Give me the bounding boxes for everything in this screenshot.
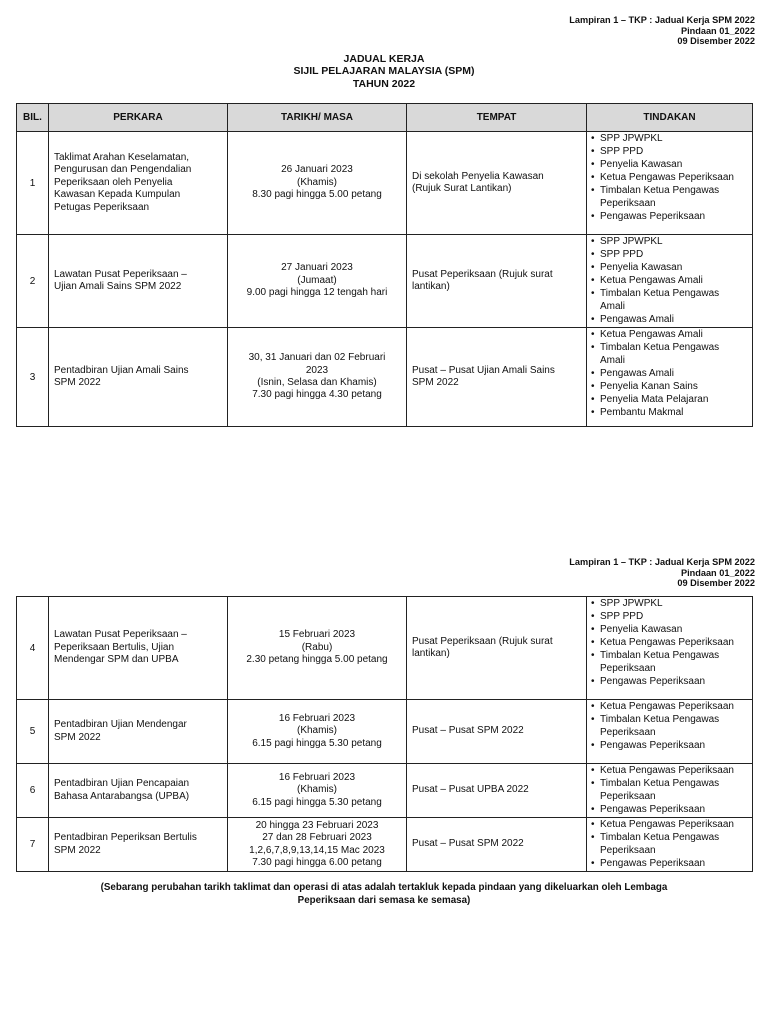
tindakan-item-line: Peperiksaan: [600, 791, 656, 802]
tarikh-line: 2023: [305, 364, 329, 376]
page-header-2: [569, 557, 755, 589]
tindakan-item: [590, 158, 752, 171]
perkara-line: SPM 2022: [54, 844, 101, 856]
tarikh-line: (Khamis): [296, 725, 337, 737]
tindakan-item: [590, 145, 752, 158]
cell-tempat: [407, 235, 587, 328]
tindakan-item: [590, 739, 752, 752]
cell-tarikh-masa: [228, 818, 407, 872]
tindakan-item: [590, 636, 752, 649]
tarikh-line: 7.30 pagi hingga 6.00 petang: [252, 856, 382, 868]
table-row: [17, 700, 753, 764]
tindakan-item: [590, 132, 752, 145]
tindakan-item-line: • Ketua Pengawas Peperiksaan: [600, 172, 734, 183]
tindakan-item-line: • SPP JPWPKL: [600, 133, 663, 144]
schedule-table-page-1: [16, 103, 753, 427]
tindakan-item-line: Peperiksaan: [600, 845, 656, 856]
perkara-line: Mendengar SPM dan UPBA: [54, 654, 179, 666]
table-row: [17, 597, 753, 700]
cell-bil: 3: [17, 328, 49, 427]
col-header-tempat: TEMPAT: [407, 104, 587, 132]
tindakan-item-line: • Ketua Pengawas Amali: [600, 329, 703, 340]
tempat-line: Pusat – Pusat SPM 2022: [412, 838, 524, 850]
tindakan-list: [590, 132, 752, 223]
perkara-line: Pentadbiran Ujian Amali Sains: [54, 364, 189, 376]
tindakan-item: [590, 623, 752, 636]
schedule-table-page-2: [16, 596, 753, 872]
title-line-1: JADUAL KERJA: [343, 53, 425, 65]
tindakan-item: [590, 341, 752, 367]
perkara-line: SPM 2022: [54, 731, 101, 743]
tarikh-line: 6.15 pagi hingga 5.30 petang: [252, 737, 382, 749]
tindakan-item-line: Amali: [600, 355, 626, 366]
footnote: [0, 882, 768, 907]
tindakan-item-line: • Penyelia Kawasan: [600, 262, 683, 273]
tindakan-item: [590, 764, 752, 777]
title-line-2: SIJIL PELAJARAN MALAYSIA (SPM): [293, 65, 475, 78]
header-lampiran: Lampiran 1 – TKP : Jadual Kerja SPM 2022: [569, 557, 755, 567]
tempat-line: Pusat Peperiksaan (Rujuk surat: [412, 268, 553, 280]
cell-tempat: [407, 132, 587, 235]
perkara-line: Ujian Amali Sains SPM 2022: [54, 281, 182, 292]
perkara-line: Lawatan Pusat Peperiksaan –: [54, 629, 187, 641]
tindakan-item-line: • Penyelia Kawasan: [600, 624, 683, 635]
perkara-line: Peperiksaan oleh Penyelia: [54, 176, 173, 188]
tindakan-item-line: • Ketua Pengawas Peperiksaan: [600, 765, 734, 776]
table-row: [17, 235, 753, 328]
tarikh-line: (Khamis): [296, 784, 337, 796]
tarikh-line: (Khamis): [296, 176, 337, 188]
cell-perkara: [49, 700, 228, 764]
tindakan-item: [590, 713, 752, 739]
table-row: [17, 764, 753, 818]
table-header-row: [17, 104, 753, 132]
tindakan-item-line: • Penyelia Mata Pelajaran: [600, 394, 709, 405]
tindakan-item-line: • Pengawas Peperiksaan: [600, 676, 706, 687]
tindakan-item-line: • Ketua Pengawas Peperiksaan: [600, 819, 734, 830]
tindakan-item: [590, 261, 752, 274]
tindakan-item: [590, 818, 752, 831]
tindakan-item-line: • Timbalan Ketua Pengawas: [600, 342, 720, 353]
tindakan-item: [590, 777, 752, 803]
cell-tempat: [407, 818, 587, 872]
tindakan-item-line: • Pengawas Peperiksaan: [600, 211, 706, 222]
cell-tarikh-masa: [228, 764, 407, 818]
cell-tarikh-masa: [228, 328, 407, 427]
header-pindaan: Pindaan 01_2022: [680, 25, 755, 36]
tempat-line: SPM 2022: [412, 377, 459, 388]
tindakan-item: [590, 700, 752, 713]
tindakan-item: [590, 367, 752, 380]
tarikh-line: 2.30 petang hingga 5.00 petang: [246, 654, 388, 666]
footnote-line-1: (Sebarang perubahan tarikh taklimat dan operasi di atas adalah tertakluk kepada pindaan yang dikeluarkan oleh Lembaga: [100, 882, 668, 893]
tindakan-item: [590, 597, 752, 610]
tindakan-item: [590, 274, 752, 287]
cell-tindakan: [587, 235, 753, 328]
tindakan-item-line: • Timbalan Ketua Pengawas: [600, 778, 720, 789]
tindakan-item: [590, 610, 752, 623]
tindakan-item-line: • SPP PPD: [600, 611, 644, 622]
tindakan-item: [590, 803, 752, 816]
cell-bil: 6: [17, 764, 49, 818]
tindakan-item-line: • Timbalan Ketua Pengawas: [600, 714, 720, 725]
cell-tindakan: [587, 764, 753, 818]
tarikh-line: 7.30 pagi hingga 4.30 petang: [252, 389, 382, 401]
document-title: [0, 53, 768, 90]
tindakan-list: [590, 597, 752, 688]
tempat-line: Pusat – Pusat UPBA 2022: [412, 784, 529, 796]
perkara-line: Petugas Peperiksaan: [54, 201, 150, 213]
tarikh-line: 9.00 pagi hingga 12 tengah hari: [246, 287, 388, 299]
cell-tindakan: [587, 597, 753, 700]
tempat-line: Di sekolah Penyelia Kawasan: [412, 170, 544, 182]
col-header-perkara: PERKARA: [49, 104, 228, 132]
tindakan-item: [590, 675, 752, 688]
perkara-line: Bahasa Antarabangsa (UPBA): [54, 790, 190, 802]
cell-tarikh-masa: [228, 235, 407, 328]
tindakan-item: [590, 380, 752, 393]
cell-perkara: [49, 132, 228, 235]
cell-bil: 4: [17, 597, 49, 700]
tindakan-item-line: • Timbalan Ketua Pengawas: [600, 832, 720, 843]
header-date: 09 Disember 2022: [677, 578, 755, 589]
tarikh-line: 27 Januari 2023: [281, 262, 353, 274]
tindakan-item-line: Peperiksaan: [600, 727, 656, 738]
tindakan-item-line: • Pengawas Peperiksaan: [600, 858, 706, 869]
tindakan-list: [590, 818, 752, 870]
tempat-line: Pusat Peperiksaan (Rujuk surat: [412, 635, 553, 647]
tarikh-line: 1,2,6,7,8,9,13,14,15 Mac 2023: [249, 844, 385, 856]
perkara-line: SPM 2022: [54, 377, 101, 388]
tarikh-line: 30, 31 Januari dan 02 Februari: [248, 352, 386, 364]
cell-tindakan: [587, 818, 753, 872]
tindakan-item-line: Amali: [600, 301, 626, 312]
cell-tempat: [407, 597, 587, 700]
tindakan-item: [590, 171, 752, 184]
cell-tempat: [407, 328, 587, 427]
table-row: [17, 132, 753, 235]
page-header: [569, 15, 755, 47]
cell-tarikh-masa: [228, 597, 407, 700]
tindakan-item: [590, 287, 752, 313]
header-pindaan: Pindaan 01_2022: [680, 567, 755, 578]
cell-bil: 1: [17, 132, 49, 235]
tindakan-item-line: • Timbalan Ketua Pengawas: [600, 650, 720, 661]
tindakan-item: [590, 649, 752, 675]
cell-perkara: [49, 597, 228, 700]
tindakan-item-line: • Ketua Pengawas Amali: [600, 275, 703, 286]
tindakan-item-line: • SPP JPWPKL: [600, 236, 663, 247]
tindakan-item: [590, 393, 752, 406]
tindakan-item-line: • SPP PPD: [600, 249, 644, 260]
tindakan-item: [590, 831, 752, 857]
tindakan-item-line: Peperiksaan: [600, 198, 656, 209]
table-row: [17, 328, 753, 427]
tindakan-item: [590, 313, 752, 326]
tempat-line: Pusat – Pusat Ujian Amali Sains: [412, 364, 555, 376]
cell-tempat: [407, 764, 587, 818]
tarikh-line: 8.30 pagi hingga 5.00 petang: [252, 189, 382, 201]
tindakan-list: [590, 235, 752, 326]
tindakan-list: [590, 700, 752, 752]
cell-tindakan: [587, 132, 753, 235]
cell-bil: 5: [17, 700, 49, 764]
tindakan-item-line: • Ketua Pengawas Peperiksaan: [600, 701, 734, 712]
footnote-line-2: Peperiksaan dari semasa ke semasa): [297, 894, 471, 906]
col-header-bil: BIL.: [17, 104, 49, 132]
tindakan-item: [590, 235, 752, 248]
tindakan-list: [590, 328, 752, 419]
cell-perkara: [49, 235, 228, 328]
tarikh-line: (Isnin, Selasa dan Khamis): [257, 377, 377, 388]
tindakan-item-line: • Pengawas Amali: [600, 368, 674, 379]
header-date: 09 Disember 2022: [677, 36, 755, 47]
cell-bil: 2: [17, 235, 49, 328]
cell-tarikh-masa: [228, 132, 407, 235]
perkara-line: Pentadbiran Ujian Mendengar: [54, 719, 187, 731]
col-header-tindakan: TINDAKAN: [587, 104, 753, 132]
tarikh-line: 15 Februari 2023: [278, 629, 356, 641]
tindakan-item-line: • Penyelia Kawasan: [600, 159, 683, 170]
cell-bil: 7: [17, 818, 49, 872]
cell-tindakan: [587, 328, 753, 427]
cell-tarikh-masa: [228, 700, 407, 764]
title-line-3: TAHUN 2022: [352, 77, 416, 90]
tindakan-item-line: • Pengawas Amali: [600, 314, 674, 325]
tarikh-line: 20 hingga 23 Februari 2023: [255, 819, 379, 831]
tindakan-item-line: • SPP JPWPKL: [600, 598, 663, 609]
tindakan-item: [590, 184, 752, 210]
cell-perkara: [49, 818, 228, 872]
cell-perkara: [49, 328, 228, 427]
tindakan-item-line: • Timbalan Ketua Pengawas: [600, 185, 720, 196]
cell-tempat: [407, 700, 587, 764]
tindakan-item-line: • Pembantu Makmal: [600, 407, 684, 418]
tempat-line: (Rujuk Surat Lantikan): [412, 183, 512, 194]
tindakan-item-line: • Timbalan Ketua Pengawas: [600, 288, 720, 299]
tindakan-item-line: • SPP PPD: [600, 146, 644, 157]
perkara-line: Pentadbiran Peperiksan Bertulis: [54, 832, 197, 844]
tarikh-line: 6.15 pagi hingga 5.30 petang: [252, 796, 382, 808]
tindakan-item-line: Peperiksaan: [600, 663, 656, 674]
tindakan-item-line: • Penyelia Kanan Sains: [600, 381, 698, 392]
tempat-line: lantikan): [412, 648, 450, 659]
tindakan-item: [590, 406, 752, 419]
cell-tindakan: [587, 700, 753, 764]
perkara-line: Kawasan Kepada Kumpulan: [54, 189, 181, 201]
perkara-line: Lawatan Pusat Peperiksaan –: [54, 268, 187, 280]
tindakan-item: [590, 328, 752, 341]
perkara-line: Taklimat Arahan Keselamatan,: [54, 151, 190, 163]
tindakan-item-line: • Pengawas Peperiksaan: [600, 740, 706, 751]
tindakan-item-line: • Ketua Pengawas Peperiksaan: [600, 637, 734, 648]
tempat-line: Pusat – Pusat SPM 2022: [412, 725, 524, 737]
perkara-line: Peperiksaan Bertulis, Ujian: [54, 641, 175, 653]
tindakan-item: [590, 210, 752, 223]
header-lampiran: Lampiran 1 – TKP : Jadual Kerja SPM 2022: [569, 15, 755, 25]
tindakan-item: [590, 248, 752, 261]
tarikh-line: (Rabu): [301, 641, 333, 653]
tindakan-item: [590, 857, 752, 870]
cell-perkara: [49, 764, 228, 818]
col-header-tarikh: TARIKH/ MASA: [228, 104, 407, 132]
tempat-line: lantikan): [412, 281, 450, 292]
perkara-line: Pentadbiran Ujian Pencapaian: [54, 778, 190, 790]
perkara-line: Pengurusan dan Pengendalian: [54, 164, 192, 176]
tarikh-line: (Jumaat): [297, 274, 337, 286]
tarikh-line: 16 Februari 2023: [278, 712, 356, 724]
tindakan-list: [590, 764, 752, 816]
tarikh-line: 27 dan 28 Februari 2023: [262, 832, 372, 844]
tarikh-line: 26 Januari 2023: [281, 164, 353, 176]
tindakan-item-line: • Pengawas Peperiksaan: [600, 804, 706, 815]
table-row: [17, 818, 753, 872]
tarikh-line: 16 Februari 2023: [278, 771, 356, 783]
